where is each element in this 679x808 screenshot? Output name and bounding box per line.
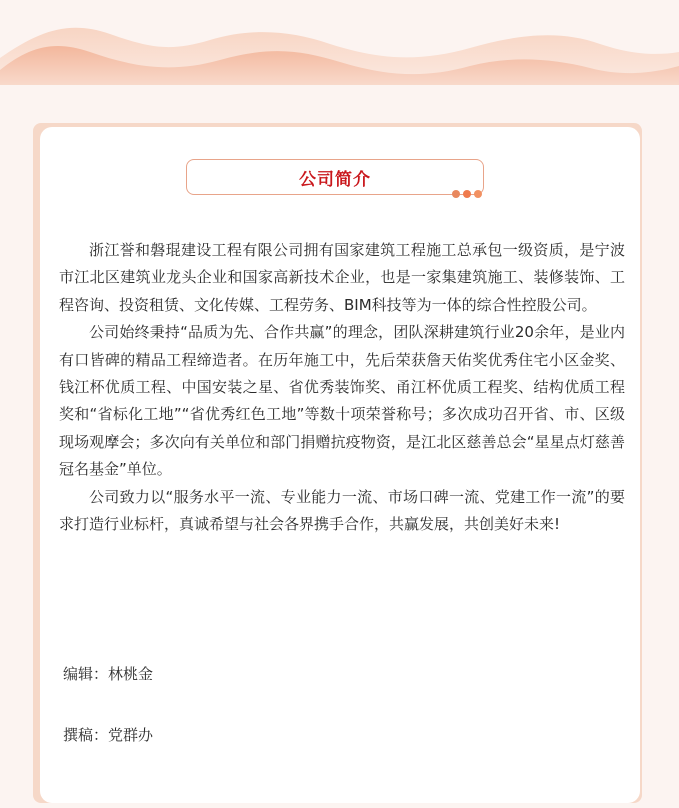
paragraph-2: 公司始终秉持“品质为先、合作共赢”的理念，团队深耕建筑行业20余年，是业内有口皆碑的精品工程缔造者。在历年施工中，先后荣获詹天佑奖优秀住宅小区金奖、钱江杯优质工程、中国安装之星、省优秀装饰奖、甬江杯优质工程奖、结构优质工程奖和“省标化工地”“省优秀红色工地”等数十项荣誉称号；多次成功召开省、市、区级现场观摩会；多次向有关单位和部门捐赠抗疫物资，是江北区慈善总会“星星点灯慈善冠名基金”单位。 — [59, 323, 625, 479]
dot-icon — [463, 190, 471, 198]
dot-icon — [474, 190, 482, 198]
decorative-hills-banner — [0, 0, 679, 110]
editor-credit: 编辑：林桃金 — [63, 665, 154, 683]
paragraph-1: 浙江誉和磐琨建设工程有限公司拥有国家建筑工程施工总承包一级资质，是宁波市江北区建筑业龙头企业和国家高新技术企业，也是一家集建筑施工、装修装饰、工程咨询、投资租赁、文化传媒、工程劳务、BIM科技等为一体的综合性控股公司。 — [59, 241, 625, 314]
section-title: 公司简介 — [299, 169, 371, 190]
dot-icon — [452, 190, 460, 198]
paragraph-3: 公司致力以“服务水平一流、专业能力一流、市场口碑一流、党建工作一流”的要求打造行业标杆，真诚希望与社会各界携手合作，共赢发展，共创美好未来! — [59, 487, 625, 534]
section-title-box — [186, 159, 484, 195]
company-intro-text — [59, 237, 625, 538]
title-decoration-dots — [452, 190, 482, 198]
writer-credit: 撰稿：党群办 — [63, 726, 154, 744]
